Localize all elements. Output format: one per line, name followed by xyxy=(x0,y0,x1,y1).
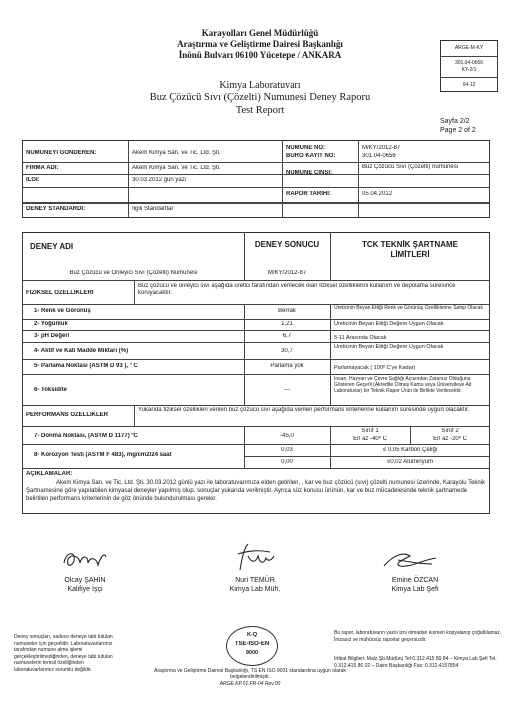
footer-copy-notice: Bu rapor, laboratuvarın yazılı izni olmadan kısmen kopyalanıp çoğaltılamaz. İmzasız ve mühürsüz raporlar geçersizdir. xyxy=(334,630,502,643)
firm-label: FİRMA ADI: xyxy=(26,165,59,171)
ilgi-label: İLGİ: xyxy=(26,177,40,183)
sample-type-value: Buz Çözücü Sıvı (Çözelti) numunesi xyxy=(362,164,459,170)
signature-3-image xyxy=(380,546,440,572)
report-title: Buz Çözücü Sıvı (Çözelti) Numunesi Deney Raporu xyxy=(149,92,371,103)
lab-name: Kimya Laboratuvarı xyxy=(219,80,301,91)
tse-seal-mid: TSE-ISO-EN xyxy=(234,641,270,647)
report-date-value: 05.04.2012 xyxy=(362,191,393,197)
row-1-name: 1- Renk ve Görünüş xyxy=(34,308,91,314)
page-number-en: Page 2 of 2 xyxy=(440,127,476,134)
row-8-result-steel: 0,03 xyxy=(281,447,293,453)
footer-disclaimer: Deney sonuçları, sadece deneye tabi tutulan numuneler için geçerlidir. Laboratuvarlarımız tarafından numune alma işlemi gerçekleştirilmediğinden, deneye tabi tutulan numunelerin temsil özelliğinden laboratuvarlarımız sorumlu değildir. xyxy=(14,634,113,673)
row-6-result: --- xyxy=(284,387,290,393)
sender-label: NUMUNEYİ GÖNDEREN: xyxy=(26,150,97,156)
signature-2-role: Kimya Lab Müh. xyxy=(229,586,281,593)
footer-contact: İrtibat Bilgileri: Malz.Şb.Müdürü Tel:0.312.415 80 84 – Kimya Lab.Şefi Tel: 0.312.415 86 02 – Daire Başkanlığı Fax: 0.312.4157854 xyxy=(334,656,497,669)
row-7-class2: Sınıf 2 xyxy=(441,428,459,434)
physical-note: Buz çözücü ve önleyici sıvı aşağıda üretici tarafından verilecek olan fiziksel özelliklerini kullanım ve depolama süresince koruyacaktır. xyxy=(138,283,456,296)
col-result-header: DENEY SONUCU xyxy=(254,240,320,249)
notes-text: Akem Kimya San. ve Tic. Ltd. Şti. 30.03.2012 günlü yazı ile laboratuvarımıza elden getirilen, , kar ve buz çözücü (sıvı) çözelti numunesi üzerinde, Karayolu Teknik Şartnamesine göre yapılabilen kimyasal deneyler yapılmış olup, sonuçlar yukarıda verilmiştir. Ayrıca söz konusu ürünün, kar ve buz mücadelesinde teknik şartnamede belirtilen performans kriterlerinin de göz önünde bulundurulması gerekir. xyxy=(26,480,486,502)
sample-no-label: NUMUNE NO: xyxy=(286,145,325,151)
row-7-class1-value: En az -40º C xyxy=(353,436,387,442)
row-8-name: 8- Korozyon Testi (ASTM F 483), mg/cm2/24 saat xyxy=(34,452,172,458)
sample-no-value: M/KY/2012-87 xyxy=(362,145,401,151)
signature-3-name: Emine ÖZCAN xyxy=(391,577,439,584)
signature-2-name: Nuri TEMÜR xyxy=(235,577,275,584)
sender-value: Akem Kimya San. ve Tic. Ltd. Şti. xyxy=(132,150,221,156)
address: İnönü Bulvarı 06100 Yücetepe / ANKARA xyxy=(178,50,342,60)
row-7-class2-value: En az -20º C xyxy=(433,436,467,442)
row-3-result: 6,7 xyxy=(282,333,292,339)
row-7-class1: Sınıf 1 xyxy=(361,428,379,434)
signature-1-image xyxy=(58,545,118,573)
footer-form-code: ARGE.KP.01.FR-04 Rev.00 xyxy=(219,681,281,687)
row-8-result-aluminium: 0,00 xyxy=(281,459,293,465)
col-limits-header: TCK TEKNİK ŞARTNAME LİMİTLERİ xyxy=(362,240,458,259)
row-7-result: -45,0 xyxy=(280,433,294,439)
row-3-name: 3- pH Değeri xyxy=(34,333,70,339)
signature-2-image xyxy=(230,540,280,574)
page-number-tr: Sayfa 2/2 xyxy=(440,118,470,125)
row-1-limit: Üreticinin Beyan Ettiği Renk ve Görünüş Özelliklerine Sahip Olacak xyxy=(334,305,483,311)
row-5-result: Parlama yok xyxy=(270,363,304,369)
row-5-limit: Parlamayacak ( 100º C'ye Kadar) xyxy=(334,365,416,371)
col-test-name-header: DENEY ADI xyxy=(30,242,74,251)
row-4-result: 30,7 xyxy=(281,348,293,354)
row-4-name: 4- Aktif ve Katı Madde Miktarı (%) xyxy=(34,348,129,354)
col-test-name-sub: Buz Çözücü ve Önleyici Sıvı (Çözelti) Numunesi xyxy=(69,270,198,276)
report-date-label: RAPOR TARİHİ: xyxy=(286,191,331,197)
ilgi-value: 30.03.2012 gün yazı xyxy=(132,177,187,183)
row-8-limit-aluminium: ≤0,02 Alüminyum xyxy=(387,459,433,465)
row-6-name: 6- Toksidite xyxy=(34,387,67,393)
signature-3-role: Kimya Lab Şefi xyxy=(391,586,439,593)
row-2-limit: Üreticinin Beyan Ettiği Değere Uygun Olacak xyxy=(334,321,444,327)
row-5-name: 5- Parlama Noktası (ASTM D 93 ), º C xyxy=(34,363,138,369)
dept-name: Araştırma ve Geliştirme Dairesi Başkanlığı xyxy=(177,39,343,49)
footer-certification: Araştırma ve Geliştirme Dairesi Başkanlığı, TS EN ISO 9001 standardına uygun olarak belgelendirilmiştir. xyxy=(154,668,346,680)
physical-label: FİZİKSEL ÖZELLİKLERİ xyxy=(26,290,94,296)
registry-no-label: BÜRO KAYIT NO: xyxy=(286,153,336,159)
col-result-sample: M/KY/2012-87 xyxy=(267,270,307,276)
row-1-result: Berrak xyxy=(278,308,296,314)
doc-revision: 04-12 xyxy=(462,82,476,88)
standard-label: DENEY STANDARDI: xyxy=(26,206,86,212)
notes-label: AÇIKLAMALAR: xyxy=(26,471,73,477)
standard-value: İlgili Standartlar xyxy=(132,206,174,212)
row-7-name: 7- Donma Noktası, (ASTM D 1177) ºC xyxy=(34,433,138,439)
sample-type-label: NUMUNE CİNSİ: xyxy=(286,170,332,176)
signature-1-name: Olcay ŞAHİN xyxy=(64,577,106,584)
registry-no-value: 301.04-0656 xyxy=(362,153,396,159)
signature-1-role: Kalifiye İşçi xyxy=(67,586,103,593)
row-3-limit: 5-11 Arasında Olacak xyxy=(334,335,387,341)
row-2-result: 1,21 xyxy=(281,321,293,327)
report-subtitle: Test Report xyxy=(235,105,285,116)
org-name: Karayolları Genel Müdürlüğü xyxy=(201,28,319,38)
firm-value: Akem Kimya San. ve Tic. Ltd. Şti. xyxy=(132,165,221,171)
doc-register: 301.04-0656 KY-2/1 xyxy=(454,60,484,73)
tse-seal-bottom: 9000 xyxy=(245,650,259,656)
row-2-name: 2- Yoğunluk xyxy=(34,321,68,327)
doc-code: ARGE-M-KY xyxy=(454,45,484,51)
row-6-limit: İnsan, Hayvan ve Çevre Sağlığı Açısından Zararsız Olduğunu Gösteren Geçerli (Akredite Olmuş Kamu veya Üniversiteye Ait Laboratuvar) bir Teknik Rapor Ürün ile Birlikte Verilecektir. xyxy=(334,376,472,394)
performance-note: Yukarıda fiziksel özellikleri verilen buz çözücü sıvı aşağıda verilen performans kriterlerine kullanım süresinde uygun olacaktır. xyxy=(138,407,470,413)
row-8-limit-steel: ≤ 0,05 Karbon Çeliği xyxy=(382,447,438,453)
row-4-limit: Üreticinin Beyan Ettiği Değere Uygun Olacak xyxy=(334,344,444,350)
performance-label: PERFORMANS ÖZELLİKLER xyxy=(26,412,108,418)
tse-seal-top: K-Q xyxy=(246,632,258,638)
